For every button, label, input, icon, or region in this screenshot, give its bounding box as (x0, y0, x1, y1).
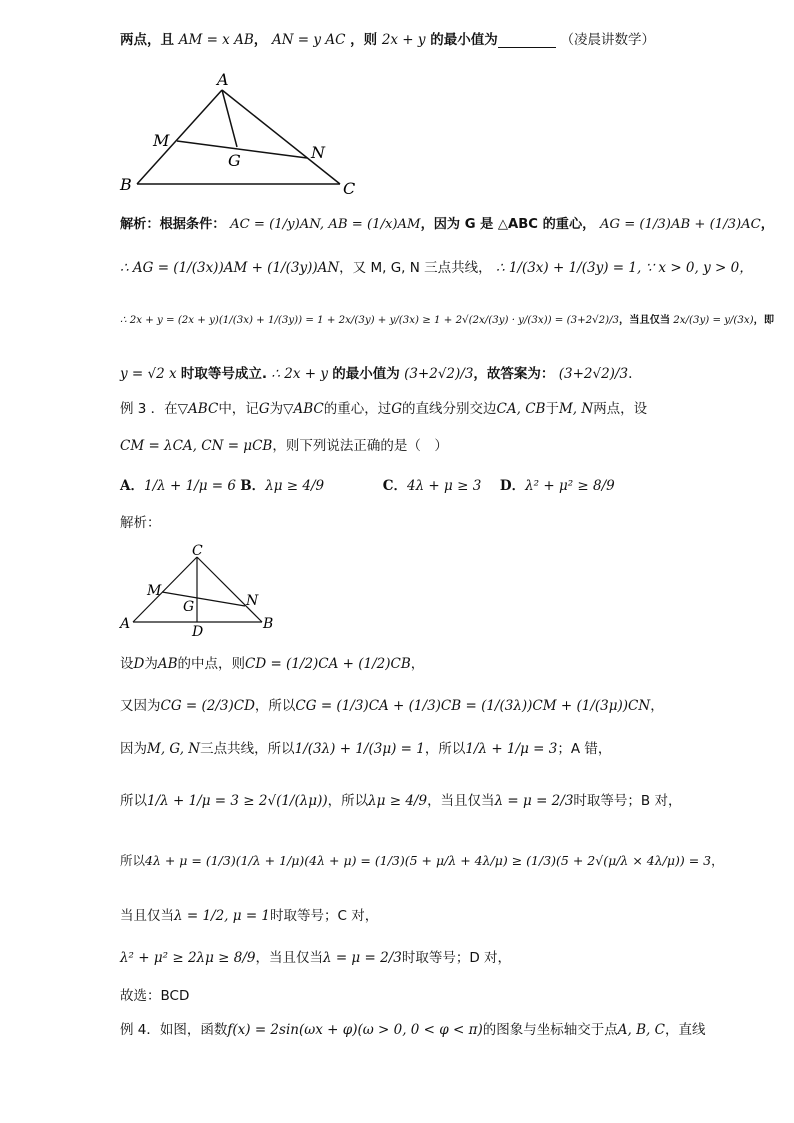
text: ，直线 (664, 1022, 706, 1038)
solution-3-line-5 (120, 855, 724, 868)
example-title: 例 3 ．在 (120, 401, 178, 417)
text: ， (650, 698, 664, 714)
text: 因为 (120, 741, 147, 757)
text: ，所以 (254, 698, 296, 714)
text: 时取等号成立. (180, 366, 268, 382)
label-M: M (147, 583, 162, 599)
formula: 4λ + μ = (1/3)(1/λ + 1/μ)(4λ + μ) = (1/3)(5 + μ/λ + 4λ/μ) ≥ (1/3)(5 + 2√(μ/λ × 4λ/μ)) = 3 (145, 853, 712, 868)
option-b-label: B． (240, 478, 266, 494)
text: 为 (269, 401, 284, 417)
text: ，因为 G 是 △ABC 的重心， (420, 217, 596, 232)
text: ，当且仅当 (427, 793, 495, 809)
text: 时取等号；C 对， (270, 908, 379, 924)
triangle-figure-1 (115, 68, 365, 200)
solution-1-line-1: 解析：根据条件： AC = (1/y)AN, AB = (1/x)AM，因为 G 是 △ABC 的重心， AG = (1/3)AB + (1/3)AC， (120, 217, 774, 232)
formula: G (391, 401, 403, 417)
formula: λμ ≥ 4/9 (368, 793, 428, 809)
example-3-line-1 (120, 403, 647, 417)
label-A: A (217, 70, 229, 89)
solution-3-label: 解析： (120, 515, 161, 531)
formula: λ = μ = 2/3 (494, 793, 574, 809)
text: ，所以 (424, 741, 466, 757)
triangle-figure-2 (115, 540, 290, 640)
text: ， (711, 853, 724, 868)
text: 设 (120, 656, 134, 672)
text: 两点，且 (120, 32, 174, 48)
text: ，即 (753, 315, 775, 326)
answer-blank (498, 35, 556, 48)
text: 两点，设 (593, 401, 648, 417)
formula: A, B, C (617, 1022, 665, 1038)
text: 时取等号；D 对， (401, 950, 512, 966)
text: 为 (144, 656, 158, 672)
text: 当且仅当 (120, 908, 174, 924)
formula: λ² + μ² ≥ 2λμ ≥ 8/9 (120, 950, 256, 966)
option-c-label: C． (382, 478, 407, 494)
text: . (628, 366, 633, 382)
text: 中，记 (218, 401, 259, 417)
option-a: 1/λ + 1/μ = 6 (143, 478, 236, 494)
text: ，又 M, G, N 三点共线， (339, 260, 492, 276)
formula: CG = (1/3)CA + (1/3)CB = (1/(3λ))CM + (1/(3μ))CN (295, 698, 651, 714)
formula: y = √2 x (120, 366, 177, 382)
example-3-options (120, 480, 615, 494)
example-4-line-1 (120, 1024, 705, 1038)
formula: 1/λ + 1/μ = 3 (465, 741, 558, 757)
solution-1-line-3 (120, 316, 774, 326)
formula: G (258, 401, 270, 417)
text: ，当且仅当 (619, 315, 671, 326)
text: 时取等号；B 对， (573, 793, 682, 809)
formula: AN = y AC (271, 32, 346, 48)
formula: AM = x AB (178, 32, 254, 48)
source-note: （凌晨讲数学） (560, 32, 655, 48)
text: 的最小值为 (430, 32, 498, 48)
formula: ∴ 2x + y = (2x + y)(1/(3x) + 1/(3y)) = 1 + 2x/(3y) + y/(3x) ≥ 1 + 2√(2x/(3y) · y/(3x)) = (3+2√2)/3 (120, 315, 620, 326)
text: 的最小值为 (332, 366, 400, 382)
formula: f(x) = 2sin(ωx + φ)(ω > 0, 0 < φ < π) (227, 1022, 483, 1038)
text: 根据条件： (159, 217, 226, 232)
formula: AG = (1/3)AB + (1/3)AC (599, 217, 761, 232)
label-C: C (343, 179, 356, 198)
solution-label: 解析： (120, 217, 160, 232)
solution-3-line-6 (120, 910, 378, 924)
option-d: λ² + μ² ≥ 8/9 (525, 478, 615, 494)
solution-3-line-1 (120, 658, 424, 672)
text: 所以 (120, 853, 146, 868)
text: 的图象与坐标轴交于点 (482, 1022, 618, 1038)
formula: D (133, 656, 145, 672)
formula: ▽ABC (283, 401, 324, 417)
text: ；A 错， (557, 741, 612, 757)
formula: ∴ 2x + y (271, 366, 328, 382)
text: ，当且仅当 (255, 950, 323, 966)
label-B: B (263, 616, 274, 632)
formula: CD = (1/2)CA + (1/2)CB (245, 656, 411, 672)
label-N: N (311, 143, 325, 162)
solution-3-line-2 (120, 700, 664, 714)
label-D: D (192, 624, 204, 640)
text: ，所以 (327, 793, 369, 809)
text: ， (410, 656, 425, 672)
solution-3-line-3 (120, 743, 611, 757)
formula: 2x/(3y) = y/(3x) (673, 315, 754, 326)
formula: CM = λCA, CN = μCB (120, 438, 273, 454)
formula: ∴ AG = (1/(3x))AM + (1/(3y))AN (120, 260, 340, 276)
formula: CA, CB (496, 401, 546, 417)
label-N: N (246, 593, 259, 609)
solution-3-line-7 (120, 952, 511, 966)
text: 的直线分别交边 (402, 401, 497, 417)
option-d-label: D． (499, 478, 526, 494)
text: 于 (545, 401, 559, 417)
text: ，故答案为： (473, 366, 555, 382)
formula: λ = μ = 2/3 (322, 950, 402, 966)
formula: M, G, N (147, 741, 201, 757)
formula: (3+2√2)/3 (558, 366, 629, 382)
text: 三点共线，所以 (200, 741, 295, 757)
formula: AB (157, 656, 178, 672)
solution-1-line-2 (120, 262, 753, 276)
example-3-line-2 (120, 440, 448, 454)
solution-3-line-4 (120, 795, 681, 809)
formula: λ = 1/2, μ = 1 (174, 908, 271, 924)
option-a-label: A． (120, 478, 144, 494)
option-b: λμ ≥ 4/9 (265, 478, 325, 494)
label-B: B (120, 175, 132, 194)
formula: M, N (558, 401, 594, 417)
solution-1-line-4 (120, 368, 632, 382)
label-C: C (192, 543, 203, 559)
formula: ▽ABC (177, 401, 219, 417)
formula: AC = (1/y)AN, AB = (1/x)AM (230, 217, 421, 232)
label-G: G (228, 151, 241, 170)
formula: CG = (2/3)CD (160, 698, 255, 714)
option-c: 4λ + μ ≥ 3 (406, 478, 482, 494)
formula: 2x + y (381, 32, 426, 48)
example-title: 例 4．如图，函数 (120, 1022, 228, 1038)
formula: 1/(3λ) + 1/(3μ) = 1 (294, 741, 425, 757)
formula: ∴ 1/(3x) + 1/(3y) = 1, ∵ x > 0, y > 0， (495, 260, 753, 276)
label-M: M (153, 131, 170, 150)
problem-tail-line: 两点，且 AM = x AB， AN = y AC ，则 2x + y 的最小值为 （凌晨讲数学） (120, 32, 655, 48)
text: 所以 (120, 793, 147, 809)
text: 又因为 (120, 698, 161, 714)
formula: (3+2√2)/3 (404, 366, 474, 382)
answer-line: 故选：BCD (120, 988, 190, 1004)
formula: 1/λ + 1/μ = 3 ≥ 2√(1/(λμ)) (147, 793, 328, 809)
text: 的重心，过 (323, 401, 392, 417)
label-G: G (183, 599, 195, 615)
label-A: A (120, 616, 131, 632)
text: 的中点，则 (177, 656, 245, 672)
text: ，则 (350, 32, 378, 48)
text: ，则下列说法正确的是（ ） (272, 438, 448, 454)
